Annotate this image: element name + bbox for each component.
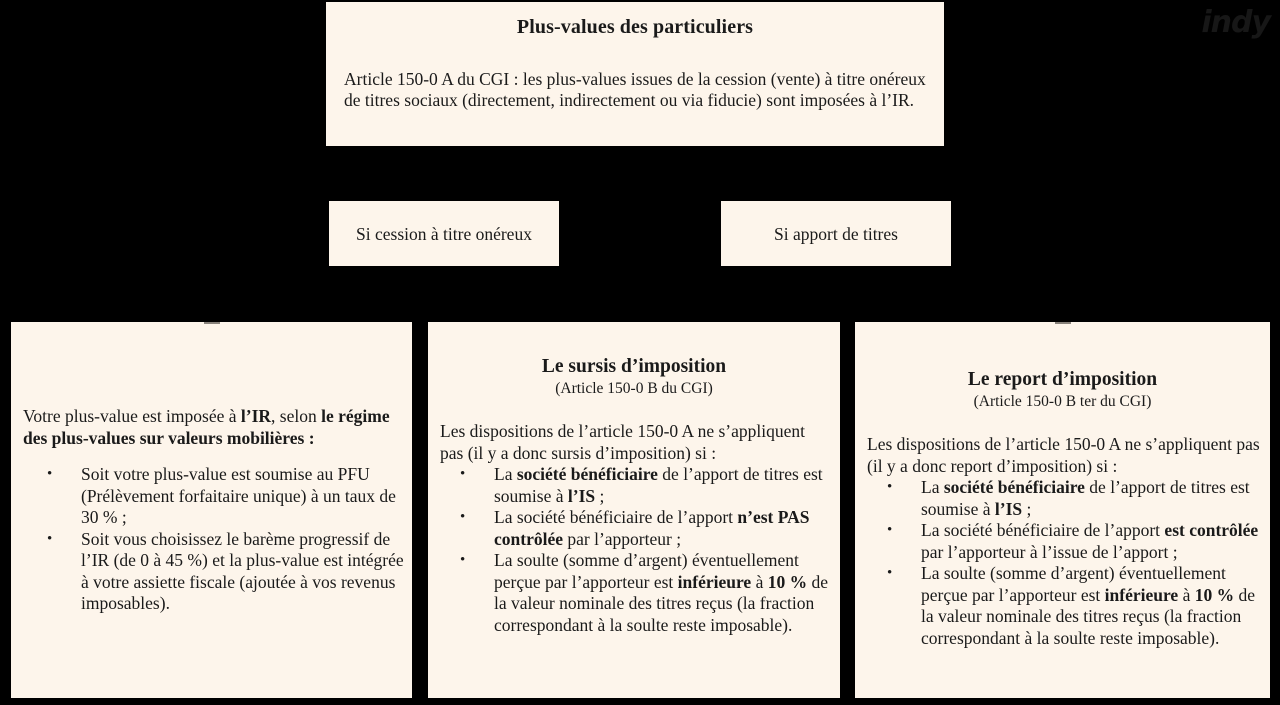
outcome-card-report-subtitle: (Article 150-0 B ter du CGI)	[973, 393, 1152, 410]
outcome-card-report-title: Le report d’imposition	[967, 369, 1158, 390]
list-item: • La société bénéficiaire de l’apport n’est PAS contrôlée par l’apporteur ;	[436, 507, 832, 550]
outcome-card-report-intro: Les dispositions de l’article 150-0 A ne s’appliquent pas (il y a donc report d’imposition) si :	[867, 434, 1260, 476]
outcome-card-sursis	[428, 322, 840, 698]
list-item: • La société bénéficiaire de l’apport de titres est soumise à l’IS ;	[863, 477, 1262, 520]
outcome-card-ir-intro: Votre plus-value est imposée à l’IR, selon le régime des plus-values sur valeurs mobilières :	[23, 406, 390, 448]
outcome-card-report-bullet-list	[863, 477, 1262, 649]
root-node-body: Article 150-0 A du CGI : les plus-values issues de la cession (vente) à titre onéreux de titres sociaux (directement, indirectement ou via fiducie) sont imposées à l’IR.	[344, 69, 926, 110]
clipped-title-sliver	[1055, 322, 1071, 324]
root-node-title: Plus-values des particuliers	[516, 16, 754, 38]
outcome-card-sursis-subtitle: (Article 150-0 B du CGI)	[555, 380, 713, 397]
list-item: • Soit votre plus-value est soumise au PFU (Prélèvement forfaitaire unique) à un taux de 30 % ;	[19, 464, 404, 529]
branch-node-cession	[329, 201, 559, 266]
list-item: • La société bénéficiaire de l’apport de titres est soumise à l’IS ;	[436, 464, 832, 507]
outcome-card-report	[855, 322, 1270, 698]
branch-node-apport-label: Si apport de titres	[774, 223, 898, 244]
outcome-card-sursis-title: Le sursis d’imposition	[541, 356, 727, 377]
branch-node-apport	[721, 201, 951, 266]
clipped-title-sliver	[204, 322, 220, 324]
outcome-card-ir	[11, 322, 412, 698]
list-item: • La soulte (somme d’argent) éventuellement perçue par l’apporteur est inférieure à 10 % de la valeur nominale des titres reçus (la fraction correspondant à la soulte reste imposable).	[863, 563, 1262, 649]
list-item: • La soulte (somme d’argent) éventuellement perçue par l’apporteur est inférieure à 10 % de la valeur nominale des titres reçus (la fraction correspondant à la soulte reste imposable).	[436, 550, 832, 636]
branch-node-cession-label: Si cession à titre onéreux	[356, 223, 532, 244]
outcome-card-sursis-bullet-list	[436, 464, 832, 636]
root-node-card	[326, 2, 944, 146]
indy-logo: indy	[1201, 5, 1270, 40]
list-item: • Soit vous choisissez le barème progressif de l’IR (de 0 à 45 %) et la plus-value est intégrée à votre assiette fiscale (ajoutée à vos revenus imposables).	[19, 529, 404, 615]
list-item: • La société bénéficiaire de l’apport est contrôlée par l’apporteur à l’issue de l’apport ;	[863, 520, 1262, 563]
outcome-card-sursis-intro: Les dispositions de l’article 150-0 A ne s’appliquent pas (il y a donc sursis d’imposition) si :	[440, 421, 806, 463]
outcome-card-ir-bullet-list	[19, 464, 404, 615]
